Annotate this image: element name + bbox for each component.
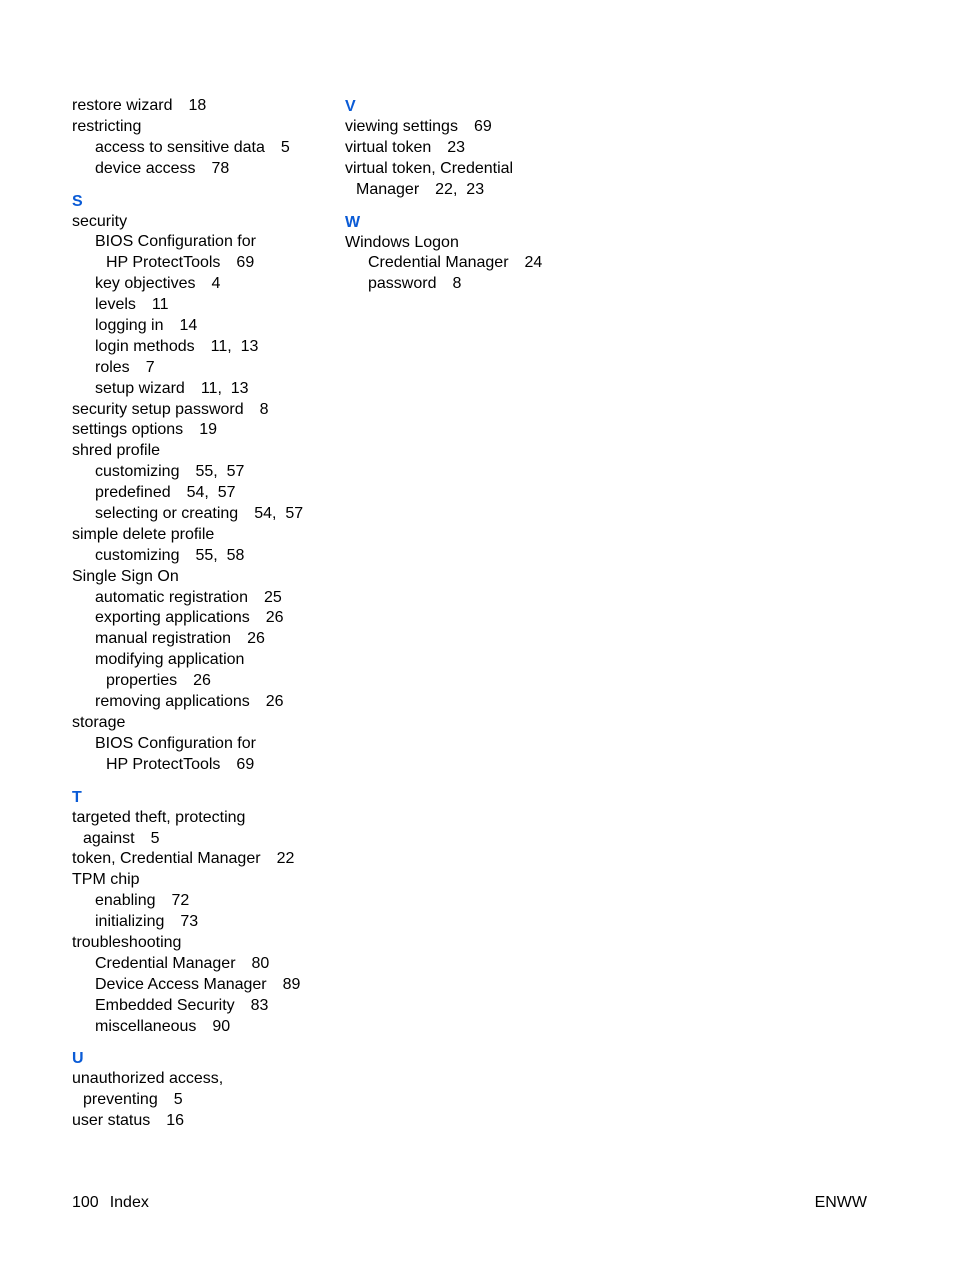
index-term: viewing settings xyxy=(345,118,458,135)
index-page-ref: 11, 13 xyxy=(200,379,249,397)
index-entry xyxy=(72,954,332,975)
index-term: troubleshooting xyxy=(72,933,182,951)
index-term: modifying application xyxy=(95,651,245,669)
index-entry xyxy=(72,849,332,870)
index-entry xyxy=(345,138,605,159)
index-entry xyxy=(345,274,605,295)
page-footer xyxy=(72,1192,867,1213)
index-term: HP ProtectTools xyxy=(106,254,221,272)
index-page-ref: 26 xyxy=(193,672,211,690)
index-term: virtual token, Credential xyxy=(345,159,514,177)
index-entry xyxy=(72,1069,332,1090)
index-page-ref: 19 xyxy=(199,421,217,439)
index-entry xyxy=(72,96,332,117)
index-page-ref: 73 xyxy=(180,913,199,931)
index-entry xyxy=(72,117,332,138)
index-page-ref: 72 xyxy=(171,892,190,910)
index-term: preventing xyxy=(83,1091,158,1109)
index-page-ref: 22 xyxy=(276,850,295,868)
index-term: shred profile xyxy=(72,442,161,460)
index-entry xyxy=(72,274,332,295)
index-term: simple delete profile xyxy=(72,525,215,543)
index-term: password xyxy=(368,275,437,293)
index-term: removing applications xyxy=(95,693,250,711)
index-page-ref: 5 xyxy=(150,829,160,847)
index-entry xyxy=(72,975,332,996)
index-term: Device Access Manager xyxy=(95,975,267,993)
index-page-ref: 25 xyxy=(263,588,282,606)
index-entry xyxy=(72,138,332,159)
index-entry xyxy=(72,483,332,504)
index-term: automatic registration xyxy=(95,588,248,606)
index-term: TPM chip xyxy=(72,871,140,889)
index-term: device access xyxy=(95,159,196,177)
index-entry xyxy=(72,546,332,567)
index-term: BIOS Configuration for xyxy=(95,734,256,752)
index-page-ref: 22, 23 xyxy=(435,180,485,198)
index-entry xyxy=(345,117,605,138)
index-page-ref: 4 xyxy=(211,275,221,293)
index-entry xyxy=(72,462,332,483)
index-page-ref: 18 xyxy=(188,97,207,114)
index-entry xyxy=(72,232,332,253)
index-term: Credential Manager xyxy=(368,254,509,272)
index-page-ref: 26 xyxy=(265,609,284,627)
index-entry xyxy=(72,379,332,400)
index-page-ref: 5 xyxy=(280,138,290,156)
index-section xyxy=(72,96,332,180)
index-term: levels xyxy=(95,296,136,314)
index-entry xyxy=(345,180,605,201)
index-term: Manager xyxy=(356,180,420,198)
index-entry xyxy=(72,912,332,933)
index-entry xyxy=(345,233,605,254)
index-entry xyxy=(72,504,332,525)
index-term: access to sensitive data xyxy=(95,138,265,156)
index-term: login methods xyxy=(95,337,195,355)
index-entry xyxy=(345,253,605,274)
index-letter-heading: V xyxy=(345,98,356,115)
index-entry xyxy=(72,808,332,829)
index-entry xyxy=(72,608,332,629)
index-entry xyxy=(72,567,332,588)
index-page-ref: 54, 57 xyxy=(186,484,236,502)
index-term: storage xyxy=(72,713,126,731)
index-term: miscellaneous xyxy=(95,1017,197,1035)
index-entry xyxy=(72,629,332,650)
index-term: user status xyxy=(72,1112,151,1130)
index-term: logging in xyxy=(95,317,164,335)
index-term: exporting applications xyxy=(95,609,250,627)
index-page-ref: 26 xyxy=(247,630,265,648)
index-section xyxy=(72,1048,332,1132)
index-term: customizing xyxy=(95,463,180,481)
page-number: 100 xyxy=(72,1194,99,1211)
index-term: Embedded Security xyxy=(95,996,235,1014)
index-page-ref: 80 xyxy=(251,954,270,972)
footer-left xyxy=(72,1192,149,1213)
index-page-ref: 8 xyxy=(259,400,269,418)
index-entry xyxy=(72,713,332,734)
index-page-ref: 55, 58 xyxy=(195,546,245,564)
index-entry xyxy=(72,588,332,609)
index-term: customizing xyxy=(95,546,180,564)
index-page-ref: 8 xyxy=(452,275,462,293)
index-section xyxy=(345,212,605,296)
index-page-ref: 69 xyxy=(236,254,255,272)
index-page-ref: 78 xyxy=(211,159,230,177)
index-letter-heading: T xyxy=(72,788,82,806)
index-page-ref: 83 xyxy=(250,996,269,1014)
index-page-ref: 69 xyxy=(236,755,255,773)
index-letter-heading: W xyxy=(345,213,361,231)
index-term: setup wizard xyxy=(95,379,185,397)
index-page-ref: 5 xyxy=(173,1091,183,1109)
index-term: restore wizard xyxy=(72,97,173,114)
index-letter-heading: U xyxy=(72,1050,84,1068)
index-term: targeted theft, protecting xyxy=(72,808,246,826)
index-term: against xyxy=(83,829,135,847)
index-entry xyxy=(72,671,332,692)
index-term: enabling xyxy=(95,892,156,910)
index-term: properties xyxy=(106,672,178,690)
index-entry xyxy=(72,1111,332,1132)
index-entry xyxy=(72,829,332,850)
index-term: manual registration xyxy=(95,630,232,648)
index-term: Single Sign On xyxy=(72,567,179,585)
index-entry xyxy=(72,420,332,441)
index-entry xyxy=(72,1090,332,1111)
index-term: roles xyxy=(95,358,130,376)
index-page-ref: 89 xyxy=(282,975,301,993)
index-entry xyxy=(72,400,332,421)
index-term: Credential Manager xyxy=(95,954,236,972)
index-page-ref: 90 xyxy=(212,1017,231,1035)
index-term: Windows Logon xyxy=(345,233,459,251)
index-entry xyxy=(72,996,332,1017)
index-page-ref: 54, 57 xyxy=(254,505,304,523)
index-page-ref: 69 xyxy=(473,118,492,135)
index-term: virtual token xyxy=(345,138,432,156)
index-letter-heading: S xyxy=(72,192,83,210)
index-term: initializing xyxy=(95,913,165,931)
index-entry xyxy=(345,159,605,180)
index-term: predefined xyxy=(95,484,171,502)
index-entry xyxy=(72,295,332,316)
index-term: security setup password xyxy=(72,400,244,418)
index-term: token, Credential Manager xyxy=(72,850,261,868)
index-entry xyxy=(72,525,332,546)
index-term: key objectives xyxy=(95,275,196,293)
index-entry xyxy=(72,755,332,776)
index-term: selecting or creating xyxy=(95,505,239,523)
index-page-ref: 23 xyxy=(447,138,466,156)
index-entry xyxy=(72,870,332,891)
index-section xyxy=(345,96,605,201)
index-term: security xyxy=(72,212,128,230)
index-page-ref: 24 xyxy=(524,254,543,272)
index-column-right xyxy=(345,96,605,295)
footer-right-label: ENWW xyxy=(814,1194,867,1211)
index-entry xyxy=(72,441,332,462)
index-entry xyxy=(72,650,332,671)
index-term: unauthorized access, xyxy=(72,1070,224,1088)
index-section xyxy=(72,787,332,1038)
index-entry xyxy=(72,358,332,379)
index-term: restricting xyxy=(72,117,142,135)
index-entry xyxy=(72,734,332,755)
index-entry xyxy=(72,933,332,954)
index-page-ref: 55, 57 xyxy=(195,463,245,481)
index-term: HP ProtectTools xyxy=(106,755,221,773)
index-entry xyxy=(72,212,332,233)
index-term: settings options xyxy=(72,421,184,439)
index-term: BIOS Configuration for xyxy=(95,233,256,251)
index-entry xyxy=(72,891,332,912)
index-page-ref: 11 xyxy=(151,296,169,314)
index-entry xyxy=(72,316,332,337)
index-page-ref: 11, 13 xyxy=(210,337,259,355)
index-page-ref: 7 xyxy=(145,358,155,376)
index-entry xyxy=(72,253,332,274)
index-page-ref: 16 xyxy=(166,1112,185,1130)
index-page-ref: 14 xyxy=(179,317,198,335)
footer-section-name: Index xyxy=(109,1194,149,1211)
index-entry xyxy=(72,337,332,358)
index-entry xyxy=(72,1017,332,1038)
index-entry xyxy=(72,692,332,713)
index-page-ref: 26 xyxy=(265,693,284,711)
index-section xyxy=(72,191,332,776)
index-column-left xyxy=(72,96,332,1132)
index-entry xyxy=(72,159,332,180)
